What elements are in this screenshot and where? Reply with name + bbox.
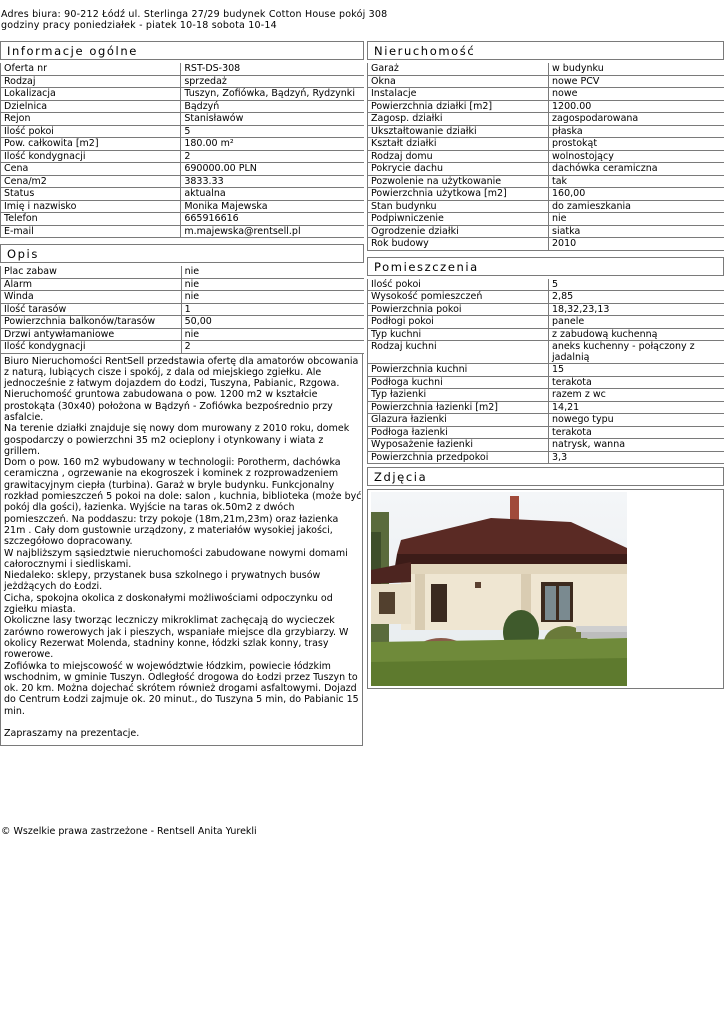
room-label: Typ łazienki: [367, 389, 549, 402]
general-info-header: Informacje ogólne: [0, 41, 364, 60]
feature-row: [0, 316, 364, 329]
room-value: 3,3: [549, 452, 724, 465]
general-info-label: Rodzaj: [0, 76, 181, 89]
general-info-row: [0, 113, 364, 126]
property-label: Podpiwniczenie: [367, 213, 549, 226]
description-paragraph: Cicha, spokojna okolica z doskonałymi możliwościami odpoczynku od zgiełku miasta.: [4, 592, 333, 616]
property-label: Ukształtowanie działki: [367, 126, 549, 139]
feature-value: nie: [182, 266, 364, 279]
description-paragraph: Dom o pow. 160 m2 wybudowany w technologii: Porotherm, dachówka ceramiczna , ogrzewanie na ekogroszek i kominek z rozprowadzeniem grawitacyjnym ciepła (turbina). Garaż w bryle budynku. Funkcjonalny rozkład pomieszczeń 5 pokoi na dole: salon , kuchnia, biblioteka (może być pokój dla gości), łazienka. Wyjście na taras ok.50m2 z dwóch pomieszczeń. Na poddaszu: trzy pokoje (18m,21m,23m) oraz łazienka 21m . Cały dom gustownie urządzony, z materiałów wysokiej jakości, szczegółowo dopracowany.: [4, 457, 362, 548]
property-row: [367, 213, 724, 226]
general-info-value: RST-DS-308: [181, 63, 364, 76]
general-info-label: Telefon: [0, 213, 181, 226]
property-value: zagospodarowana: [549, 113, 724, 126]
general-info-label: Imię i nazwisko: [0, 201, 181, 214]
room-value: panele: [549, 316, 724, 329]
room-row: [367, 341, 724, 364]
room-label: Wyposażenie łazienki: [367, 439, 549, 452]
general-info-value: 665916616: [181, 213, 364, 226]
feature-row: [0, 304, 364, 317]
room-label: Powierzchnia łazienki [m2]: [367, 402, 549, 415]
feature-label: Alarm: [0, 279, 182, 292]
property-row: [367, 76, 724, 89]
room-label: Podłoga kuchni: [367, 377, 549, 390]
features-table: [0, 266, 364, 354]
property-header: Nieruchomość: [367, 41, 724, 60]
general-info-label: Oferta nr: [0, 63, 181, 76]
property-value: tak: [549, 176, 724, 189]
general-info-label: Lokalizacja: [0, 88, 181, 101]
property-label: Pokrycie dachu: [367, 163, 549, 176]
room-label: Glazura łazienki: [367, 414, 549, 427]
feature-value: nie: [182, 291, 364, 304]
property-label: Ogrodzenie działki: [367, 226, 549, 239]
room-row: [367, 316, 724, 329]
property-row: [367, 238, 724, 251]
general-info-label: Status: [0, 188, 181, 201]
property-label: Rok budowy: [367, 238, 549, 251]
copyright-footer: © Wszelkie prawa zastrzeżone - Rentsell Anita Yurekli: [1, 826, 257, 837]
office-address: Adres biura: 90-212 Łódź ul. Sterlinga 27/29 budynek Cotton House pokój 308: [1, 9, 388, 20]
general-info-label: E-mail: [0, 226, 181, 239]
general-info-value: 180.00 m²: [181, 138, 364, 151]
room-row: [367, 377, 724, 390]
general-info-label: Ilość kondygnacji: [0, 151, 181, 164]
general-info-label: Cena/m2: [0, 176, 181, 189]
room-value: 5: [549, 279, 724, 292]
room-value: nowego typu: [549, 414, 724, 427]
feature-value: 2: [182, 341, 364, 354]
description-paragraph: Okoliczne lasy tworząc leczniczy mikroklimat zachęcają do wycieczek zarówno rowerowych jak i pieszych, wspaniałe miejsce dla grzybiarzy. W okolicy Rezerwat Molenda, stadniny konne, łódzki szlak konny, trasy rowerowe.: [4, 615, 349, 661]
feature-value: nie: [182, 329, 364, 342]
rooms-header: Pomieszczenia: [367, 257, 724, 276]
feature-label: Ilość tarasów: [0, 304, 182, 317]
description-text: [0, 354, 363, 747]
room-row: [367, 389, 724, 402]
property-row: [367, 163, 724, 176]
closing-text: Zapraszamy na prezentacje.: [4, 728, 140, 739]
property-value: 2010: [549, 238, 724, 251]
room-label: Powierzchnia przedpokoi: [367, 452, 549, 465]
general-info-label: Dzielnica: [0, 101, 181, 114]
property-row: [367, 63, 724, 76]
property-value: nowe: [549, 88, 724, 101]
house-photo[interactable]: [371, 492, 627, 686]
feature-label: Powierzchnia balkonów/tarasów: [0, 316, 182, 329]
room-row: [367, 414, 724, 427]
general-info-value: aktualna: [181, 188, 364, 201]
property-value: 1200.00: [549, 101, 724, 114]
general-info-row: [0, 101, 364, 114]
general-info-value: m.majewska@rentsell.pl: [181, 226, 364, 239]
property-row: [367, 226, 724, 239]
property-row: [367, 126, 724, 139]
general-info-row: [0, 151, 364, 164]
feature-label: Winda: [0, 291, 182, 304]
description-paragraph: Zofiówka to miejscowość w województwie łódzkim, powiecie łódzkim wschodnim, w gminie Tuszyn. Odległość drogowa do Łodzi przez Tuszyn to ok. 20 km. Można dojechać skrótem również drogami asfaltowymi. Dojazd do Centrum Łodzi zajmuje ok. 20 minut., do Tuszyna 5 min, do Pabianic 15 min.: [4, 660, 359, 717]
property-row: [367, 113, 724, 126]
property-label: Zagosp. działki: [367, 113, 549, 126]
property-value: do zamieszkania: [549, 201, 724, 214]
room-row: [367, 439, 724, 452]
general-info-row: [0, 76, 364, 89]
room-row: [367, 427, 724, 440]
general-info-row: [0, 126, 364, 139]
general-info-label: Rejon: [0, 113, 181, 126]
general-info-value: 5: [181, 126, 364, 139]
feature-row: [0, 266, 364, 279]
room-value: 18,32,23,13: [549, 304, 724, 317]
office-hours: godziny pracy poniedziałek - piatek 10-18 sobota 10-14: [1, 20, 277, 31]
room-label: Powierzchnia pokoi: [367, 304, 549, 317]
general-info-value: 2: [181, 151, 364, 164]
property-label: Kształt działki: [367, 138, 549, 151]
property-row: [367, 138, 724, 151]
property-value: nie: [549, 213, 724, 226]
feature-value: 1: [182, 304, 364, 317]
property-row: [367, 188, 724, 201]
property-value: płaska: [549, 126, 724, 139]
general-info-row: [0, 188, 364, 201]
property-label: Powierzchnia działki [m2]: [367, 101, 549, 114]
property-value: wolnostojący: [549, 151, 724, 164]
room-row: [367, 279, 724, 292]
property-row: [367, 201, 724, 214]
property-value: dachówka ceramiczna: [549, 163, 724, 176]
property-label: Powierzchnia użytkowa [m2]: [367, 188, 549, 201]
property-value: nowe PCV: [549, 76, 724, 89]
property-value: w budynku: [549, 63, 724, 76]
general-info-label: Cena: [0, 163, 181, 176]
room-label: Typ kuchni: [367, 329, 549, 342]
room-row: [367, 329, 724, 342]
general-info-row: [0, 201, 364, 214]
property-label: Instalacje: [367, 88, 549, 101]
room-label: Podłoga łazienki: [367, 427, 549, 440]
room-value: aneks kuchenny - połączony z jadalnią: [549, 341, 724, 364]
room-value: 14,21: [549, 402, 724, 415]
general-info-row: [0, 176, 364, 189]
feature-label: Drzwi antywłamaniowe: [0, 329, 182, 342]
room-value: 15: [549, 364, 724, 377]
general-info-value: Tuszyn, Zofiówka, Bądzyń, Rydzynki: [181, 88, 364, 101]
room-row: [367, 402, 724, 415]
general-info-row: [0, 63, 364, 76]
left-column: [0, 41, 364, 746]
description-paragraph: Niedaleko: sklepy, przystanek busa szkolnego i prywatnych busów jeżdżących do Łodzi.: [4, 570, 321, 593]
feature-value: 50,00: [182, 316, 364, 329]
property-row: [367, 151, 724, 164]
feature-row: [0, 279, 364, 292]
right-column: [367, 41, 724, 689]
room-value: terakota: [549, 427, 724, 440]
room-value: 2,85: [549, 291, 724, 304]
general-info-value: 3833.33: [181, 176, 364, 189]
property-label: Pozwolenie na użytkowanie: [367, 176, 549, 189]
general-info-table: [0, 63, 364, 238]
general-info-row: [0, 226, 364, 239]
description-paragraph: W najbliższym sąsiedztwie nieruchomości zabudowane nowymi domami całorocznymi i siedliskami.: [4, 547, 348, 570]
office-info: [1, 9, 387, 31]
feature-label: Ilość kondygnacji: [0, 341, 182, 354]
property-table: [367, 63, 724, 251]
property-value: 160,00: [549, 188, 724, 201]
property-label: Okna: [367, 76, 549, 89]
room-label: Ilość pokoi: [367, 279, 549, 292]
general-info-row: [0, 163, 364, 176]
description-paragraph: Biuro Nieruchomości RentSell przedstawia ofertę dla amatorów obcowania z naturą, lubiących cisze i spokój, z dala od miejskiego zgiełku. Ale jednocześnie z łatwym dojazdem do Łodzi, Tuszyna, Pabianic, Rzgowa.: [4, 355, 359, 390]
room-row: [367, 304, 724, 317]
feature-label: Plac zabaw: [0, 266, 182, 279]
general-info-label: Ilość pokoi: [0, 126, 181, 139]
feature-row: [0, 291, 364, 304]
room-value: z zabudową kuchenną: [549, 329, 724, 342]
room-label: Powierzchnia kuchni: [367, 364, 549, 377]
general-info-value: sprzedaż: [181, 76, 364, 89]
room-label: Wysokość pomieszczeń: [367, 291, 549, 304]
description-paragraph: Nieruchomość gruntowa zabudowana o pow. 1200 m2 w kształcie prostokąta (30x40) położona w Bądzyń - Zofiówka bezpośrednio przy asfalcie.: [4, 389, 333, 423]
general-info-row: [0, 213, 364, 226]
general-info-row: [0, 138, 364, 151]
general-info-value: Stanisławów: [181, 113, 364, 126]
general-info-value: Monika Majewska: [181, 201, 364, 214]
room-value: razem z wc: [549, 389, 724, 402]
property-row: [367, 101, 724, 114]
general-info-value: 690000.00 PLN: [181, 163, 364, 176]
description-header: Opis: [0, 244, 364, 263]
room-label: Rodzaj kuchni: [367, 341, 549, 364]
room-row: [367, 452, 724, 465]
room-row: [367, 364, 724, 377]
feature-value: nie: [182, 279, 364, 292]
property-row: [367, 176, 724, 189]
photos-header: Zdjęcia: [367, 467, 724, 486]
property-value: siatka: [549, 226, 724, 239]
rooms-table: [367, 279, 724, 465]
general-info-label: Pow. całkowita [m2]: [0, 138, 181, 151]
property-row: [367, 88, 724, 101]
room-label: Podłogi pokoi: [367, 316, 549, 329]
room-row: [367, 291, 724, 304]
general-info-row: [0, 88, 364, 101]
property-label: Rodzaj domu: [367, 151, 549, 164]
feature-row: [0, 329, 364, 342]
property-label: Stan budynku: [367, 201, 549, 214]
general-info-value: Bądzyń: [181, 101, 364, 114]
feature-row: [0, 341, 364, 354]
property-label: Garaż: [367, 63, 549, 76]
room-value: natrysk, wanna: [549, 439, 724, 452]
property-value: prostokąt: [549, 138, 724, 151]
photo-frame: [367, 489, 724, 689]
description-paragraph: Na terenie działki znajduje się nowy dom murowany z 2010 roku, domek gospodarczy o powierzchni 35 m2 ocieplony i otynkowany i wiata z grillem.: [4, 423, 350, 457]
room-value: terakota: [549, 377, 724, 390]
